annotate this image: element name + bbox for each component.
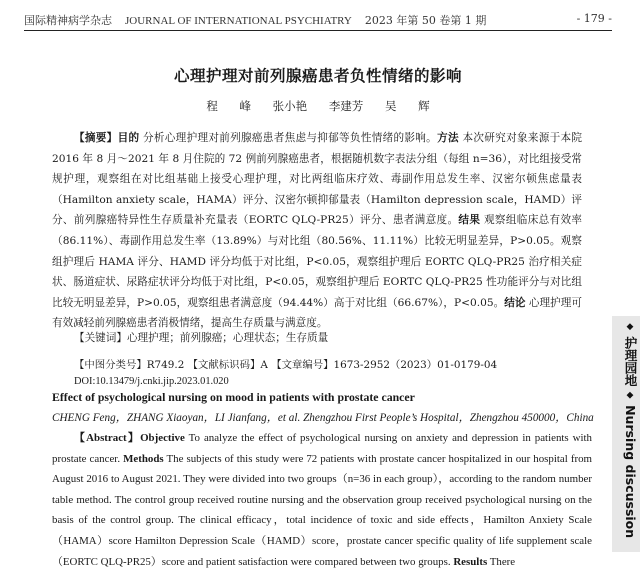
running-header bbox=[24, 12, 612, 28]
objective-label: 目的 bbox=[117, 132, 140, 144]
classification-line bbox=[74, 356, 582, 371]
article-title-cn: 心理护理对前列腺癌患者负性情绪的影响 bbox=[173, 67, 462, 85]
author: 张小艳 bbox=[272, 99, 308, 113]
results-en-text: There bbox=[489, 555, 516, 568]
conclusion-text: 心理护理可有效减轻前列腺癌患者消极情绪，提高生存质量与满意度。 bbox=[52, 296, 583, 330]
methods-en-label: Methods bbox=[123, 452, 164, 465]
methods-label: 方法 bbox=[437, 132, 459, 144]
authors-cn bbox=[24, 98, 612, 114]
author: 程 峰 bbox=[206, 99, 252, 113]
results-label: 结果 bbox=[458, 214, 481, 227]
abstract-cn bbox=[52, 128, 582, 334]
abstract-en-label: 【Abstract】 bbox=[74, 432, 141, 444]
authors-en: CHENG Feng，ZHANG Xiaoyan，LI Jianfang，et al. Zhengzhou First People’s Hospital，Zhengzhou 450000，China bbox=[52, 412, 594, 424]
author: 吴 辉 bbox=[384, 99, 430, 113]
article-title-en: Effect of psychological nursing on mood in patients with prostate cancer bbox=[52, 390, 415, 404]
diamond-icon: ◆ bbox=[625, 322, 635, 332]
doi: DOI:10.13479/j.cnki.jip.2023.01.020 bbox=[74, 376, 229, 387]
objective-en-text: To analyze the effect of psychological nursing on anxiety and depression in patients with prostate cancer. bbox=[52, 432, 592, 465]
journal-name-en: JOURNAL OF INTERNATIONAL PSYCHIATRY bbox=[125, 15, 352, 27]
diamond-icon: ◆ bbox=[625, 390, 635, 401]
section-label-en: Nursing discussion bbox=[623, 405, 638, 539]
clc-number: 【中图分类号】R749.2 bbox=[74, 359, 185, 371]
issue-info: 2023 年第 50 卷第 1 期 bbox=[364, 14, 487, 27]
page-number: - 179 - bbox=[576, 12, 612, 25]
author: 李建芳 bbox=[328, 99, 364, 113]
journal-name-cn: 国际精神病学杂志 bbox=[24, 14, 112, 27]
abstract-label: 【摘要】 bbox=[74, 132, 118, 144]
results-en-label: Results bbox=[453, 555, 488, 568]
conclusion-label: 结论 bbox=[504, 296, 526, 309]
methods-en-text: The subjects of this study were 72 patients with prostate cancer hospitalized in our hospital from August 2016 to August 2021. They were divided into two groups（n=36 in each group），according to the random number table method. The control group received routine nursing and the observation group received psychological nursing on the basis of the control group. The clinical efficacy，total incidence of toxic and side effects，Hamilton Anxiety Scale（HAMA）score Hamilton Depression Scale（HAMD）score，prostate cancer specific quality of life supplement scale（EORTC QLQ-PR25）score and patient satisfaction were compared between two groups. bbox=[52, 452, 592, 568]
results-text: 观察组临床总有效率（86.11%）、毒副作用总发生率（13.89%）与对比组（80.56%、11.11%）比较无明显差异，P>0.05。观察组护理后 HAMA 评分、HAMD 评分均低于对比组，P<0.05，观察组护理后 EORTC QLQ-PR25 治疗相关症状、肠道症状、尿路症状评分均低于对比组，P<0.05，观察组护理后 EORTC QLQ-PR25 性功能评分与对比组比较无明显差异，P>0.05，观察组患者满意度（94.44%）高于对比组（66.67%），P<0.05。 bbox=[52, 214, 583, 309]
objective-text: 分析心理护理对前列腺癌患者焦虑与抑郁等负性情绪的影响。 bbox=[143, 132, 438, 144]
methods-text: 本次研究对象来源于本院 2016 年 8 月～2021 年 8 月住院的 72 例前列腺癌患者，根据随机数字表法分组（每组 n=36），对比组接受常规护理，观察组在对比组基础上接受心理护理，对比两组临床疗效、毒副作用总发生率、汉密尔顿焦虑量表（Hamilton anxiety scale，HAMA）评分、汉密尔顿抑郁量表（Hamilton depression scale，HAMD）评分、前列腺癌特异性生存质量补充量表（EORTC QLQ-PR25）评分、患者满意度。 bbox=[52, 132, 583, 227]
abstract-en bbox=[52, 428, 592, 572]
header-rule bbox=[24, 30, 612, 31]
article-number: 【文章编号】1673-2952（2023）01-0179-04 bbox=[271, 359, 498, 371]
keywords-cn: 【关键词】心理护理；前列腺癌；心理状态；生存质量 bbox=[74, 332, 329, 344]
objective-en-label: Objective bbox=[140, 432, 185, 444]
document-code: 【文献标识码】A bbox=[187, 359, 268, 371]
section-label bbox=[613, 322, 639, 538]
section-label-cn: 护理园地 bbox=[623, 336, 638, 387]
